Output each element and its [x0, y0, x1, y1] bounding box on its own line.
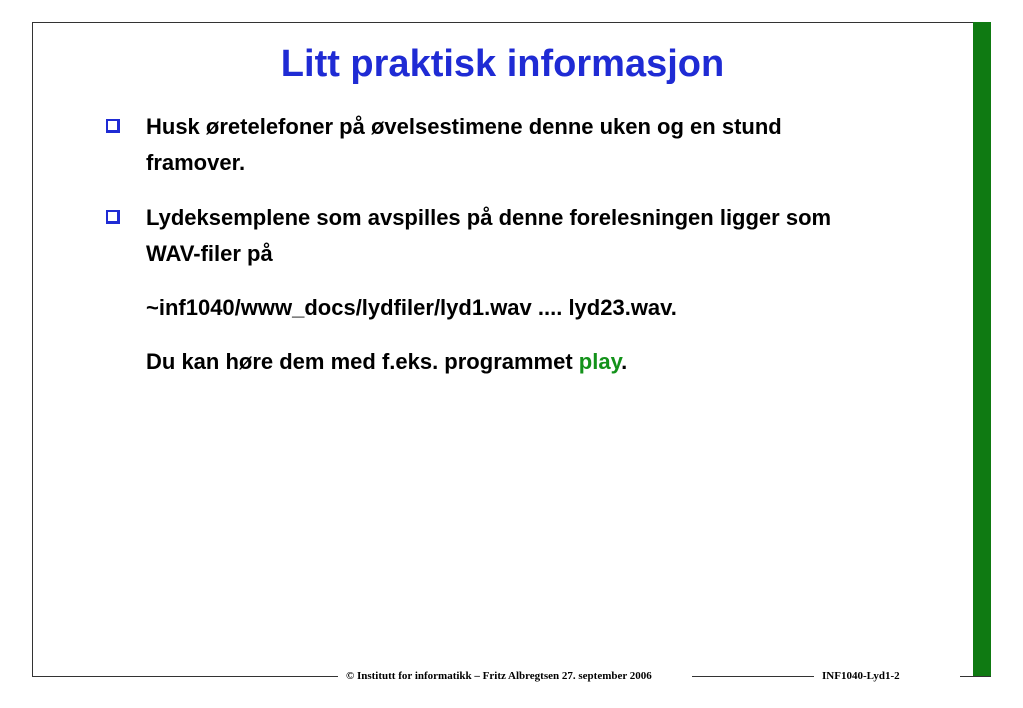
footer-rule-middle	[692, 676, 814, 677]
footer-copyright: © Institutt for informatikk – Fritz Albregtsen 27. september 2006	[346, 670, 652, 682]
play-hint-prefix: Du kan høre dem med f.eks. programmet	[146, 349, 579, 374]
checkbox-bullet-icon	[106, 210, 120, 224]
bullet-text-sound-files: Lydeksemplene som avspilles på denne forelesningen ligger som WAV-filer på	[146, 205, 832, 266]
file-path-line: ~inf1040/www_docs/lydfiler/lyd1.wav .... lyd23.wav.	[146, 295, 677, 320]
play-hint-suffix: .	[621, 349, 628, 374]
slide-frame-left	[32, 22, 33, 676]
footer-rule-left	[32, 676, 338, 677]
footer-rule-right	[960, 676, 991, 677]
play-hint	[146, 344, 866, 380]
accent-bar	[973, 22, 991, 676]
checkbox-bullet-icon	[106, 119, 120, 133]
footer-slide-id: INF1040-Lyd1-2	[822, 670, 900, 682]
slide-title: Litt praktisk informasjon	[280, 43, 725, 85]
play-program-name: play	[578, 349, 622, 374]
bullet-text-headphones: Husk øretelefoner på øvelsestimene denne uken og en stund framover.	[146, 114, 782, 175]
slide-frame-top	[32, 22, 973, 23]
